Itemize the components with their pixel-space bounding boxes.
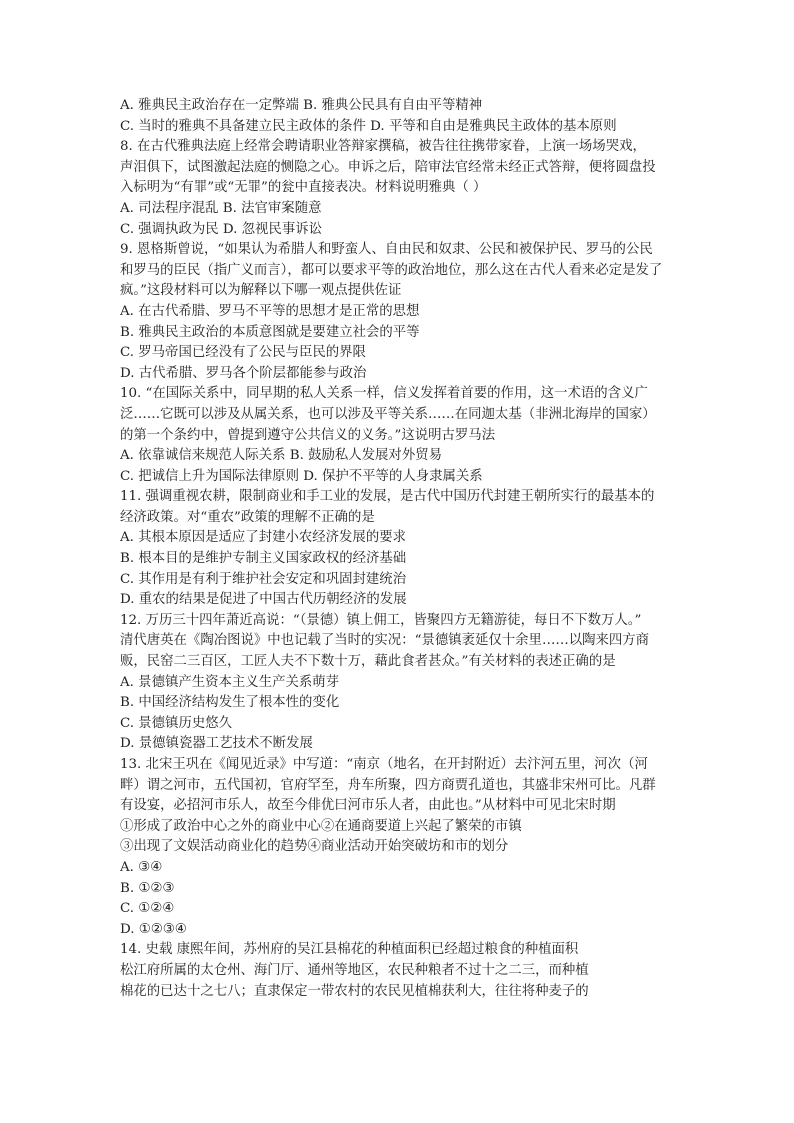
text-line: C. 罗马帝国已经没有了公民与臣民的界限 [120, 345, 366, 361]
text-line: 14. 史载 康熙年间，苏州府的吴江县棉花的种植面积已经超过粮食的种植面积 [120, 942, 579, 958]
text-line: A. 司法程序混乱 B. 法官审案随意 [120, 200, 322, 216]
text-line: 13. 北宋王巩在《闻见近录》中写道：“南京（地名，在开封附近）去汴河五里，河次（河 [120, 757, 648, 772]
text-line: C. ①②④ [120, 901, 175, 917]
text-line: C. 景德镇历史悠久 [120, 715, 233, 731]
text-line: B. ①②③ [120, 880, 175, 896]
text-line: 清代唐英在《陶冶图说》中也记载了当时的实况：“景德镇袤延仅十余里……以陶来四方商 [120, 633, 650, 649]
text-line: 有设宴，必招河市乐人，故至今俳优曰河市乐人者，由此也。”从材料中可见北宋时期 [120, 798, 616, 814]
text-line: 9. 恩格斯曾说，“如果认为希腊人和野蛮人、自由民和奴隶、公民和被保护民、罗马的公民 [120, 242, 653, 258]
text-line: 的第一个条约中，曾提到遵守公共信义的义务。”这说明古罗马法 [120, 427, 496, 443]
text-line: C. 强调执政为民 D. 忽视民事诉讼 [120, 221, 322, 237]
text-line: A. 依靠诚信来规范人际关系 B. 鼓励私人发展对外贸易 [120, 448, 442, 464]
text-line: B. 雅典民主政治的本质意图就是要建立社会的平等 [120, 324, 420, 340]
text-line: A. ③④ [120, 859, 163, 875]
text-line: 棉花的已达十之七八；直隶保定一带农村的农民见植棉获利大，往往将种麦子的 [120, 983, 589, 999]
text-line: 12. 万历三十四年萧近高说：“（景德）镇上佣工，皆聚四方无籍游徒，每日不下数万人。” [120, 612, 642, 628]
document-page [120, 96, 680, 1002]
text-line: 松江府所属的太仓州、海门厅、通州等地区，农民种粮者不过十之二三，而种植 [120, 962, 589, 978]
text-line: 8. 在古代雅典法庭上经常会聘请职业答辩家撰稿，被告往往携带家眷，上演一场场哭戏， [120, 139, 646, 155]
text-line: B. 中国经济结构发生了根本性的变化 [120, 695, 340, 711]
text-line: C. 其作用是有利于维护社会安定和巩固封建统治 [120, 571, 407, 587]
text-line: B. 根本目的是维护专制主义国家政权的经济基础 [120, 551, 407, 567]
text-line: D. ①②③④ [120, 921, 187, 937]
text-line: 经济政策。对“重农”政策的理解不正确的是 [120, 509, 375, 525]
text-line: D. 景德镇瓷器工艺技术不断发展 [120, 736, 313, 752]
text-line: 畔）谓之河市，五代国初，官府罕至，舟车所聚，四方商贾孔道也，其盛非宋州可比。凡群 [120, 777, 656, 793]
text-line: A. 雅典民主政治存在一定弊端 B. 雅典公民具有自由平等精神 [120, 98, 483, 113]
text-line: A. 景德镇产生资本主义生产关系萌芽 [120, 674, 340, 690]
text-line: ①形成了政治中心之外的商业中心②在通商要道上兴起了繁荣的市镇 [120, 818, 522, 834]
text-line: A. 其根本原因是适应了封建小农经济发展的要求 [120, 530, 406, 546]
text-line: A. 在古代希腊、罗马不平等的思想才是正常的思想 [120, 303, 420, 319]
text-line: 泛……它既可以涉及从属关系，也可以涉及平等关系……在同迦太基（非洲北海岸的国家） [120, 406, 656, 422]
text-line: 入标明为“有罪”或“无罪”的瓮中直接表决。材料说明雅典（ ） [120, 180, 487, 196]
text-line: 疯。”这段材料可以为解释以下哪一观点提供佐证 [120, 283, 402, 299]
text-line: 和罗马的臣民（指广义而言），都可以要求平等的政治地位，那么这在古代人看来必定是发了 [120, 262, 663, 278]
text-line: 10. “在国际关系中，同早期的私人关系一样，信义发挥着首要的作用，这一术语的含义广 [120, 386, 648, 402]
text-line: 贩，民窑二三百区，工匠人夫不下数十万，藉此食者甚众。”有关材料的表述正确的是 [120, 654, 616, 670]
text-line: D. 重农的结果是促进了中国古代历朝经济的发展 [120, 592, 407, 608]
text-line: 声泪俱下，试图激起法庭的恻隐之心。申诉之后，陪审法官经常未经正式答辩，便将圆盘投 [120, 159, 656, 175]
text-line: D. 古代希腊、罗马各个阶层都能参与政治 [120, 365, 367, 381]
text-line: ③出现了文娱活动商业化的趋势④商业活动开始突破坊和市的划分 [120, 839, 509, 855]
text-line: C. 把诚信上升为国际法律原则 D. 保护不平等的人身隶属关系 [120, 468, 483, 484]
text-line: C. 当时的雅典不具备建立民主政体的条件 D. 平等和自由是雅典民主政体的基本原则 [120, 118, 617, 134]
text-line: 11. 强调重视农耕，限制商业和手工业的发展，是古代中国历代封建王朝所实行的最基本的 [120, 489, 655, 505]
